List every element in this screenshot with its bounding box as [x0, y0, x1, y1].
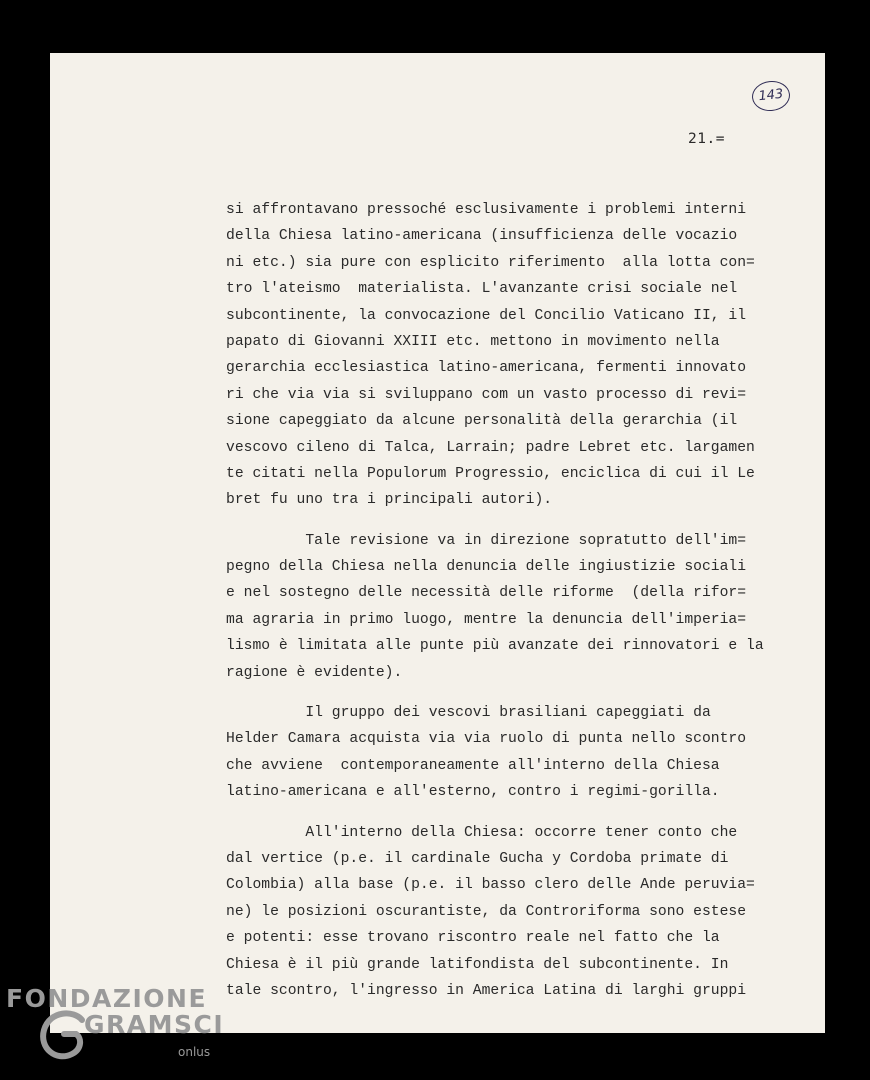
typewritten-body	[226, 197, 786, 1004]
text-line: si affrontavano pressoché esclusivamente i problemi interni	[226, 202, 747, 218]
paragraph-gap	[226, 806, 786, 820]
text-line: tale scontro, l'ingresso in America Latina di larghi gruppi	[226, 982, 747, 999]
text-line: Il gruppo dei vescovi brasiliani capeggiati da	[226, 705, 711, 722]
text-line: sione capeggiato da alcune personalità della gerarchia (il	[226, 413, 738, 430]
text-line: ri che via via si sviluppano com un vasto processo di revi=	[226, 386, 747, 403]
text-line: latino-americana e all'esterno, contro i regimi-gorilla.	[226, 784, 720, 801]
text-line: ni etc.) sia pure con esplicito riferimento alla lotta con=	[226, 254, 755, 271]
text-line: Tale revisione va in direzione sopratutto dell'im=	[226, 532, 747, 549]
text-line: Chiesa è il più grande latifondista del subcontinente. In	[226, 956, 729, 973]
text-line: dal vertice (p.e. il cardinale Gucha y Cordoba primate di	[226, 850, 729, 867]
text-line: papato di Giovanni XXIII etc. mettono in movimento nella	[226, 333, 720, 350]
logo-text-fondazione: FONDAZIONE	[6, 984, 208, 1013]
text-line: subcontinente, la convocazione del Concilio Vaticano II, il	[226, 307, 747, 324]
text-line: ragione è evidente).	[226, 664, 403, 681]
text-line: bret fu uno tra i principali autori).	[226, 492, 553, 509]
text-line: lismo è limitata alle punte più avanzate dei rinnovatori e la	[226, 638, 764, 655]
paragraph-gap	[226, 514, 786, 528]
logo-text-gramsci: GRAMSCI	[84, 1010, 225, 1039]
text-line: della Chiesa latino-americana (insufficienza delle vocazio	[226, 228, 738, 245]
text-line: che avviene contemporaneamente all'interno della Chiesa	[226, 757, 720, 774]
folio-stamp: 143	[751, 79, 792, 113]
document-page	[50, 53, 825, 1033]
text-line: e nel sostegno delle necessità delle riforme (della rifor=	[226, 585, 747, 602]
logo-text-onlus: onlus	[178, 1045, 211, 1059]
text-line: Helder Camara acquista via via ruolo di punta nello scontro	[226, 731, 747, 748]
text-line: e potenti: esse trovano riscontro reale nel fatto che la	[226, 930, 720, 947]
paragraph-gap	[226, 686, 786, 700]
fondazione-gramsci-logo	[6, 984, 226, 1076]
text-line: tro l'ateismo materialista. L'avanzante crisi sociale nel	[226, 281, 738, 298]
text-line: pegno della Chiesa nella denuncia delle ingiustizie sociali	[226, 559, 747, 576]
text-line: Colombia) alla base (p.e. il basso clero delle Ande peruvia=	[226, 877, 755, 894]
text-line: ne) le posizioni oscurantiste, da Controriforma sono estese	[226, 903, 747, 920]
text-line: te citati nella Populorum Progressio, enciclica di cui il Le	[226, 465, 755, 482]
text-line: vescovo cileno di Talca, Larrain; padre Lebret etc. largamen	[226, 439, 755, 456]
text-line: ma agraria in primo luogo, mentre la denuncia dell'imperia=	[226, 611, 747, 628]
page-number: 21.=	[688, 131, 725, 147]
text-line: All'interno della Chiesa: occorre tener conto che	[226, 824, 738, 841]
text-line: gerarchia ecclesiastica latino-americana, fermenti innovato	[226, 360, 747, 377]
